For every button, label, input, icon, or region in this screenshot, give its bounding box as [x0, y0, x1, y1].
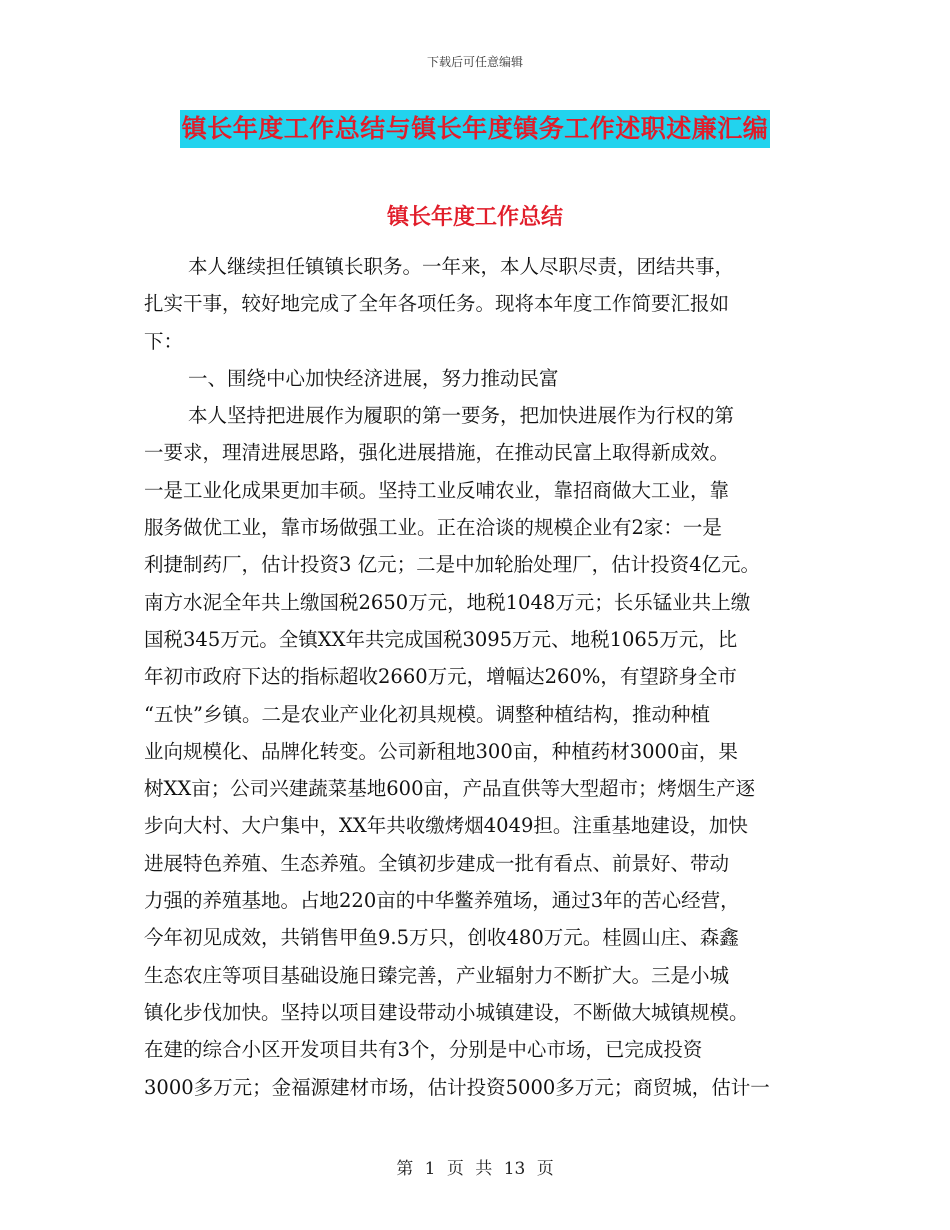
body-line: 今年初见成效，共销售甲鱼9.5万只，创收480万元。桂圆山庄、森鑫 — [144, 926, 739, 950]
body-line: 树XX亩；公司兴建蔬菜基地600亩，产品直供等大型超市；烤烟生产逐 — [144, 777, 755, 801]
body-line: 扎实干事，较好地完成了全年各项任务。现将本年度工作简要汇报如 — [144, 292, 730, 316]
body-line: 步向大村、大户集中，XX年共收缴烤烟4049担。注重基地建设，加快 — [144, 814, 748, 838]
document-title: 镇长年度工作总结与镇长年度镇务工作述职述廉汇编 — [180, 110, 771, 148]
body-line: 生态农庄等项目基础设施日臻完善，产业辐射力不断扩大。三是小城 — [144, 963, 730, 987]
body-line: 一是工业化成果更加丰硕。坚持工业反哺农业，靠招商做大工业，靠 — [144, 478, 730, 502]
body-line: 下： — [144, 329, 184, 353]
document-title-container — [0, 110, 950, 148]
subheading-line: 一、围绕中心加快经济进展，努力推动民富 — [188, 366, 559, 390]
body-line: 本人继续担任镇镇长职务。一年来，本人尽职尽责，团结共事， — [188, 255, 735, 278]
section-title: 镇长年度工作总结 — [386, 204, 563, 230]
body-text — [144, 248, 820, 1106]
body-line: 在建的综合小区开发项目共有3个，分别是中心市场，已完成投资 — [144, 1038, 703, 1062]
body-line: 南方水泥全年共上缴国税2650万元，地税1048万元；长乐锰业共上缴 — [144, 590, 751, 614]
body-line: 利捷制药厂，估计投资3 亿元；二是中加轮胎处理厂，估计投资4亿元。 — [144, 553, 761, 577]
body-line: 国税345万元。全镇XX年共完成国税3095万元、地税1065万元，比 — [144, 627, 738, 651]
page-footer: 第 1 页 共 13 页 — [396, 1159, 554, 1179]
page-header-note: 下载后可任意编辑 — [426, 55, 523, 69]
body-line: “五快”乡镇。二是农业产业化初具规模。调整种植结构，推动种植 — [144, 702, 710, 726]
body-line: 业向规模化、品牌化转变。公司新租地300亩，种植药材3000亩，果 — [144, 739, 738, 763]
body-line: 服务做优工业，靠市场做强工业。正在洽谈的规模企业有2家：一是 — [144, 516, 722, 540]
body-line: 3000多万元；金福源建材市场，估计投资5000多万元；商贸城，估计一 — [144, 1075, 770, 1099]
body-line: 力强的养殖基地。占地220亩的中华鳖养殖场，通过3年的苦心经营， — [144, 889, 740, 913]
body-line: 本人坚持把进展作为履职的第一要务，把加快进展作为行权的第 — [188, 404, 735, 428]
body-line: 进展特色养殖、生态养殖。全镇初步建成一批有看点、前景好、带动 — [144, 851, 730, 875]
body-line: 镇化步伐加快。坚持以项目建设带动小城镇建设，不断做大城镇规模。 — [144, 1000, 749, 1024]
body-line: 年初市政府下达的指标超收2660万元，增幅达260%，有望跻身全市 — [144, 665, 737, 689]
body-line: 一要求，理清进展思路，强化进展措施，在推动民富上取得新成效。 — [144, 441, 730, 465]
